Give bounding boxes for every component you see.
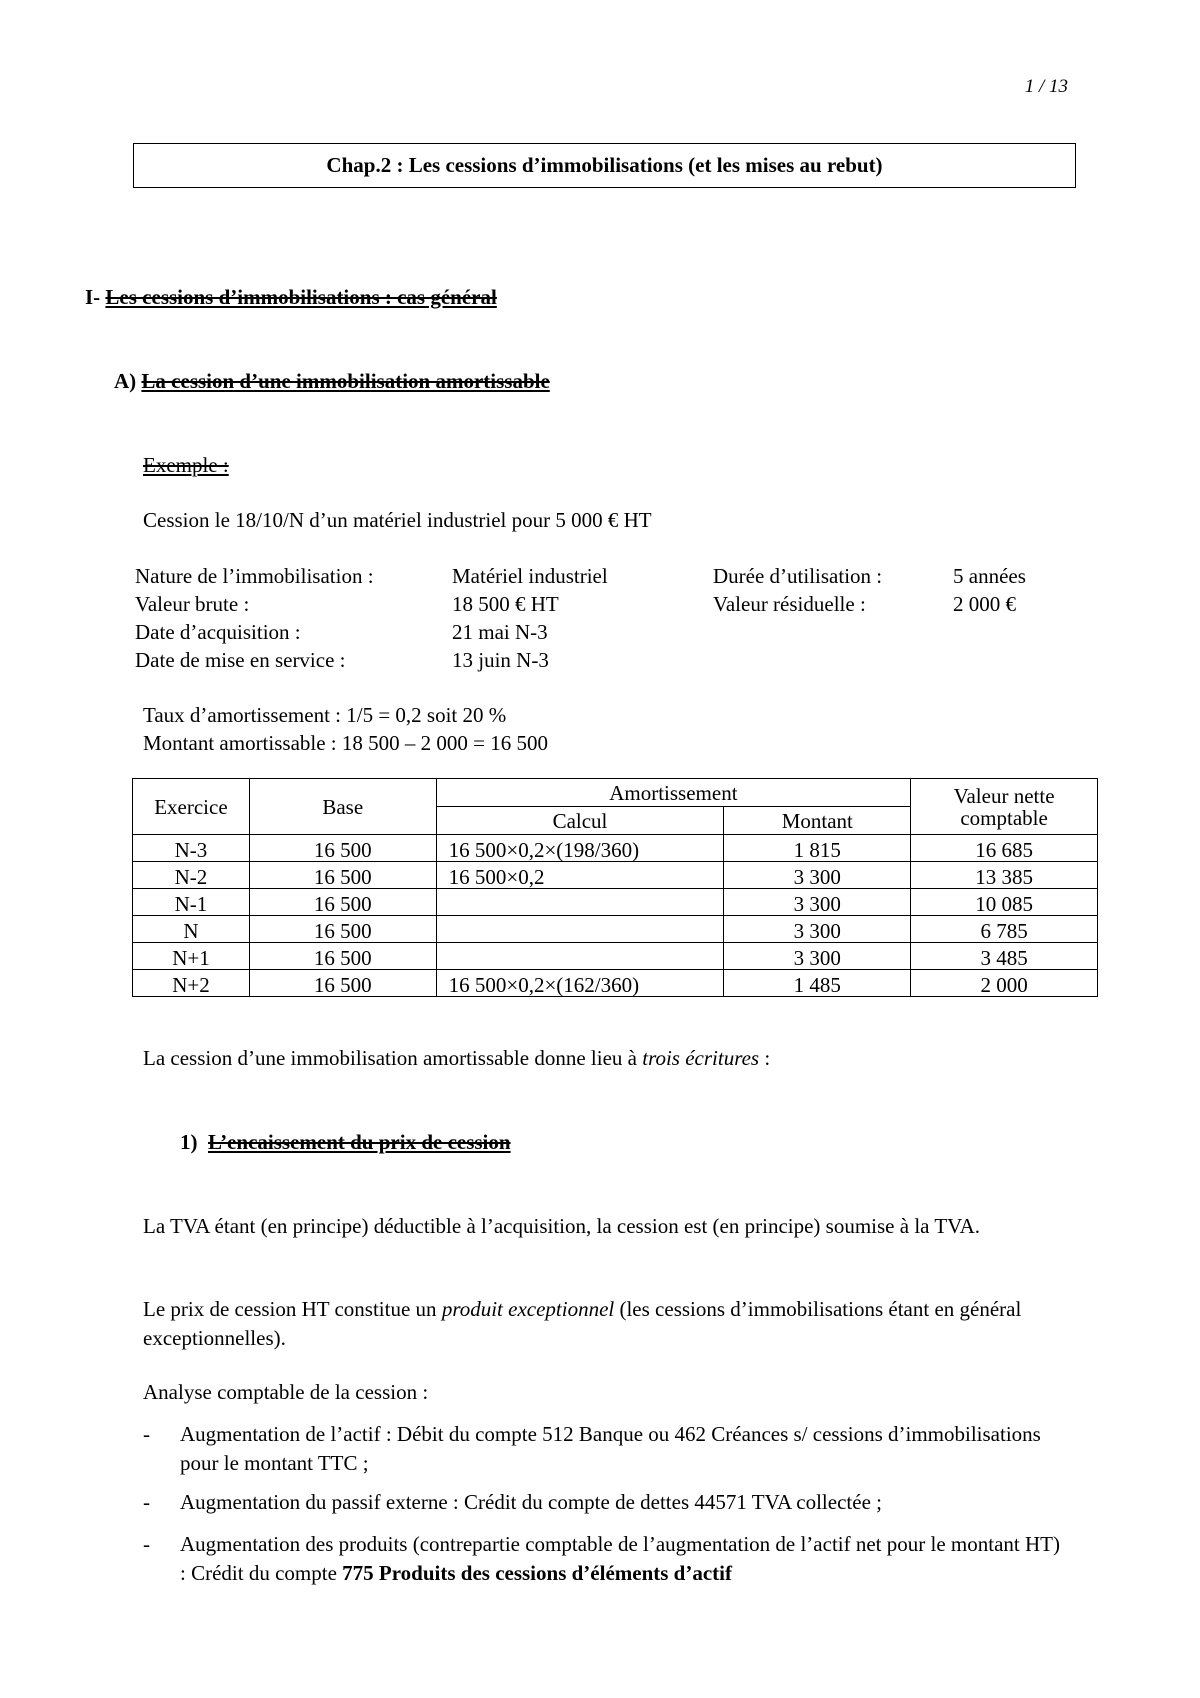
section-heading-a: [114, 367, 550, 395]
table-row: [133, 889, 1098, 916]
subsection-heading-1-prefix: 1): [180, 1130, 198, 1154]
cell-calcul: 16 500×0,2×(162/360): [436, 970, 724, 997]
detail-value-0: Matériel industriel: [452, 564, 608, 588]
bullet-item-3: [180, 1530, 1060, 1588]
detail-label-2: Date d’acquisition :: [135, 620, 301, 644]
cell-base: 16 500: [249, 835, 436, 862]
detail-label-1: Valeur brute :: [135, 592, 250, 616]
subsection-heading-1-label: L’encaissement du prix de cession: [208, 1130, 511, 1154]
detail-value-2: 21 mai N-3: [452, 620, 548, 644]
three-entries-line: [143, 1044, 770, 1072]
cell-montant: 3 300: [724, 943, 911, 970]
cell-exercice: N-1: [133, 889, 250, 916]
detail-label2-1: Valeur résiduelle :: [713, 592, 866, 616]
header-calcul: Calcul: [436, 807, 724, 835]
bullet-text: Augmentation des produits (contrepartie comptable de l’augmentation de l’actif net pour le montant HT) : Crédit du compte: [180, 1532, 1060, 1585]
cell-montant: 3 300: [724, 862, 911, 889]
table-row: [133, 862, 1098, 889]
subsection-heading-1: [180, 1128, 511, 1156]
prix-after: (les cessions d’immobilisations étant en général exceptionnelles).: [143, 1297, 1022, 1350]
detail-label2-0: Durée d’utilisation :: [713, 564, 883, 588]
cell-base: 16 500: [249, 943, 436, 970]
header-base: Base: [249, 779, 436, 835]
header-amortissement: Amortissement: [436, 779, 911, 807]
rate-line: Taux d’amortissement : 1/5 = 0,2 soit 20 %: [143, 703, 507, 727]
cell-exercice: N+1: [133, 943, 250, 970]
header-exercice: Exercice: [133, 779, 250, 835]
section-heading-1-label: Les cessions d’immobilisations : cas général: [105, 285, 497, 309]
prix-before: Le prix de cession HT constitue un: [143, 1297, 442, 1321]
bullet-text: Augmentation du passif externe : Crédit du compte de dettes 44571 TVA collectée ;: [180, 1490, 882, 1514]
analyse-label: Analyse comptable de la cession :: [143, 1380, 429, 1404]
table-row: [133, 916, 1098, 943]
cell-exercice: N-2: [133, 862, 250, 889]
cell-exercice: N+2: [133, 970, 250, 997]
cell-calcul: 16 500×0,2×(198/360): [436, 835, 724, 862]
cell-montant: 3 300: [724, 889, 911, 916]
detail-value-3: 13 juin N-3: [452, 648, 549, 672]
cell-base: 16 500: [249, 862, 436, 889]
cell-exercice: N: [133, 916, 250, 943]
section-heading-1-prefix: I-: [85, 285, 106, 309]
cell-vnc: 16 685: [911, 835, 1098, 862]
bullet-dash: -: [143, 1490, 150, 1514]
table-row: [133, 835, 1098, 862]
cell-base: 16 500: [249, 889, 436, 916]
cell-montant: 1 485: [724, 970, 911, 997]
three-entries-before: La cession d’une immobilisation amortissable donne lieu à: [143, 1046, 643, 1070]
cell-exercice: N-3: [133, 835, 250, 862]
cell-calcul: [436, 889, 724, 916]
prix-paragraph: [143, 1295, 1063, 1353]
amount-line: Montant amortissable : 18 500 – 2 000 = 16 500: [143, 731, 548, 755]
cell-calcul: [436, 916, 724, 943]
cell-vnc: 10 085: [911, 889, 1098, 916]
three-entries-emphasis: trois écritures: [642, 1046, 760, 1070]
cell-montant: 3 300: [724, 916, 911, 943]
detail-value-1: 18 500 € HT: [452, 592, 559, 616]
example-label: Exemple :: [143, 453, 229, 477]
table-row: [133, 943, 1098, 970]
section-heading-1: [85, 283, 497, 311]
prix-emphasis: produit exceptionnel: [441, 1297, 615, 1321]
example-sentence: Cession le 18/10/N d’un matériel industriel pour 5 000 € HT: [143, 508, 652, 532]
bullet-bold-account: 775 Produits des cessions d’éléments d’actif: [342, 1561, 732, 1585]
cell-montant: 1 815: [724, 835, 911, 862]
detail-value2-0: 5 années: [953, 564, 1026, 588]
amortization-table: [132, 778, 1098, 997]
chapter-title-box: [133, 143, 1076, 188]
cell-base: 16 500: [249, 970, 436, 997]
three-entries-after: :: [759, 1046, 771, 1070]
cell-vnc: 3 485: [911, 943, 1098, 970]
detail-label-3: Date de mise en service :: [135, 648, 346, 672]
cell-calcul: 16 500×0,2: [436, 862, 724, 889]
detail-label-0: Nature de l’immobilisation :: [135, 564, 374, 588]
page-number: 1 / 13: [1024, 76, 1068, 97]
bullet-text: Augmentation de l’actif : Débit du compte 512 Banque ou 462 Créances s/ cessions d’immobilisations pour le montant TTC ;: [180, 1422, 1041, 1475]
chapter-title: Chap.2 : Les cessions d’immobilisations (et les mises au rebut): [326, 153, 883, 177]
cell-vnc: 2 000: [911, 970, 1098, 997]
cell-base: 16 500: [249, 916, 436, 943]
header-vnc: Valeur nette comptable: [911, 779, 1098, 835]
section-heading-a-label: La cession d’une immobilisation amortissable: [141, 369, 550, 393]
tva-paragraph: La TVA étant (en principe) déductible à l’acquisition, la cession est (en principe) soumise à la TVA.: [143, 1214, 981, 1238]
bullet-dash: -: [143, 1532, 150, 1556]
cell-vnc: 13 385: [911, 862, 1098, 889]
bullet-dash: -: [143, 1422, 150, 1446]
detail-value2-1: 2 000 €: [953, 592, 1016, 616]
header-montant: Montant: [724, 807, 911, 835]
cell-vnc: 6 785: [911, 916, 1098, 943]
cell-calcul: [436, 943, 724, 970]
section-heading-a-prefix: A): [114, 369, 142, 393]
table-row: [133, 970, 1098, 997]
